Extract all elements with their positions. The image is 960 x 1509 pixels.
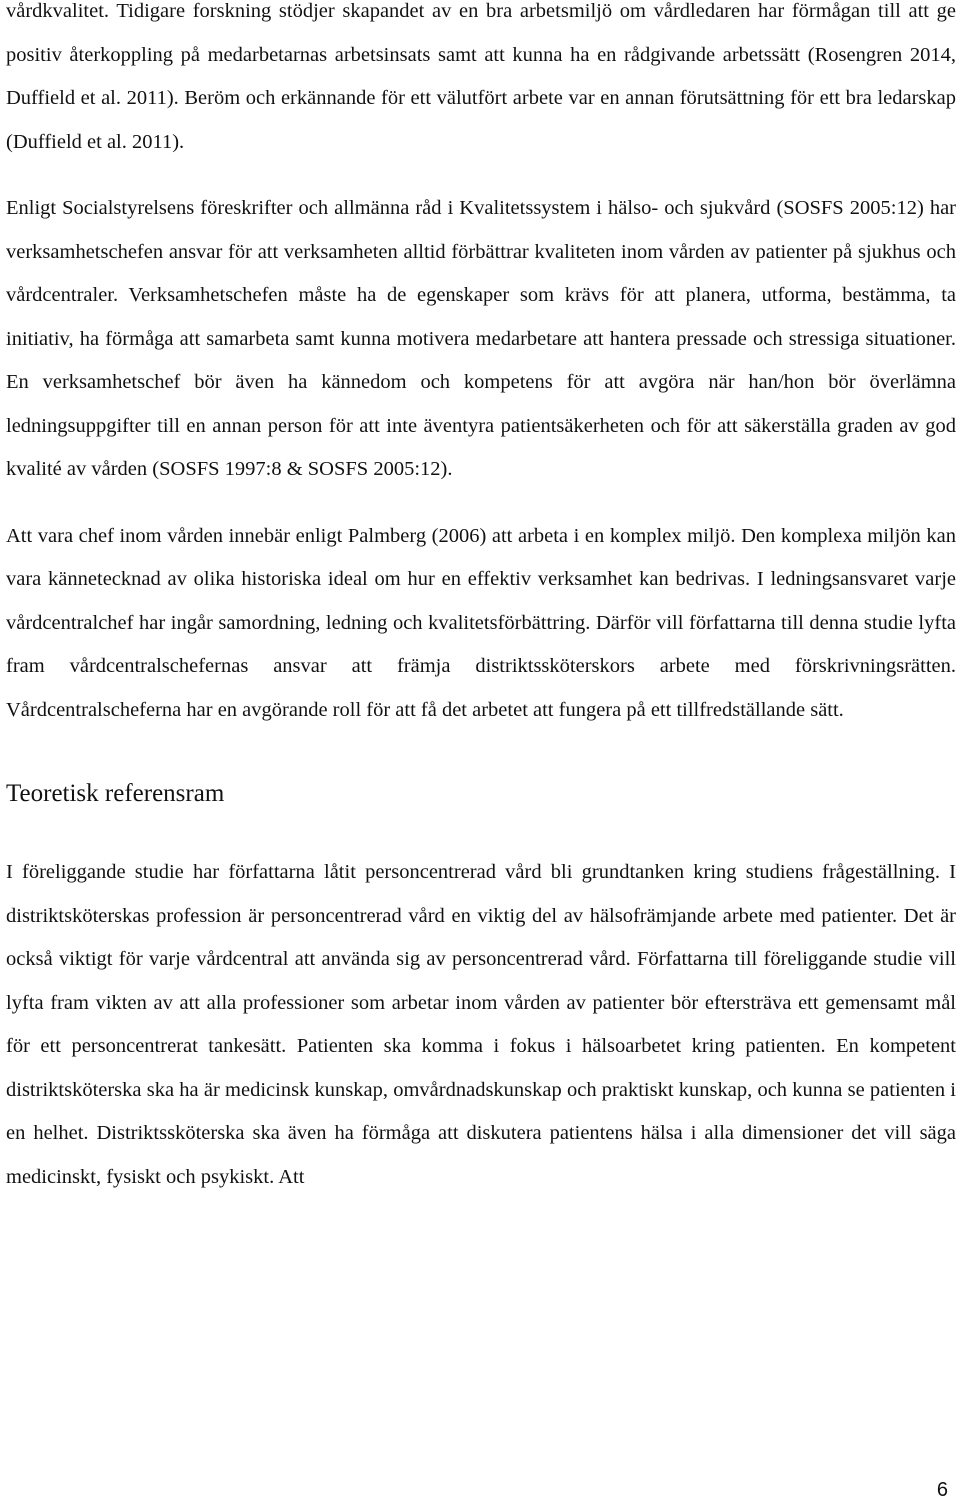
page-number: 6 [936, 1479, 948, 1501]
body-paragraph-3: Att vara chef inom vården innebär enligt Palmberg (2006) att arbeta i en komplex miljö. Den komplexa miljön kan vara kännetecknad av olika historiska ideal om hur en effektiv verksamhet kan bedrivas. I ledningsansvaret varje vårdcentralchef har ingår samordning, ledning och kvalitetsförbättring. Därför vill författarna till denna studie lyfta fram vårdcentralschefernas ansvar att främja distriktssköterskors arbete med förskrivningsrätten. Vårdcentralscheferna har en avgörande roll för att få det arbetet att fungera på ett tillfredställande sätt. [6, 524, 956, 721]
section-heading: Teoretisk referensram [6, 780, 225, 807]
document-page [6, 0, 956, 1199]
section-paragraph: I föreliggande studie har författarna låtit personcentrerad vård bli grundtanken kring studiens frågeställning. I distriktsköterskas profession är personcentrerad vård en viktig del av hälsofrämjande arbete med patienter. Det är också viktigt för varje vårdcentral att använda sig av personcentrerad vård. Författarna till föreliggande studie vill lyfta fram vikten av att alla professioner som arbetar inom vården av patienter bör eftersträva ett gemensamt mål för ett personcentrerat tankesätt. Patienten ska komma i fokus i hälsoarbetet kring patienten. En kompetent distriktsköterska ska ha är medicinsk kunskap, omvårdnadskunskap och praktiskt kunskap, och kunna se patienten i en helhet. Distriktssköterska ska även ha förmåga att diskutera patientens hälsa i alla dimensioner det vill säga medicinskt, fysiskt och psykiskt. Att [6, 861, 956, 1188]
body-paragraph-2: Enligt Socialstyrelsens föreskrifter och allmänna råd i Kvalitetssystem i hälso- och sjukvård (SOSFS 2005:12) har verksamhetschefen ansvar för att verksamheten alltid förbättrar kvaliteten inom vården av patienter på sjukhus och vårdcentraler. Verksamhetschefen måste ha de egenskaper som krävs för att planera, utforma, bestämma, ta initiativ, ha förmåga att samarbeta samt kunna motivera medarbetare att hantera pressade och stressiga situationer. En verksamhetschef bör även ha kännedom och kompetens för att avgöra när han/hon bör överlämna ledningsuppgifter till en annan person för att inte äventyra patientsäkerheten och för att säkerställa graden av god kvalité av vården (SOSFS 1997:8 & SOSFS 2005:12). [6, 197, 956, 480]
body-paragraph-1: vårdkvalitet. Tidigare forskning stödjer skapandet av en bra arbetsmiljö om vårdledaren har förmågan till att ge positiv återkoppling på medarbetarnas arbetsinsats samt att kunna ha en rådgivande arbetssätt (Rosengren 2014, Duffield et al. 2011). Beröm och erkännande för ett välutfört arbete var en annan förutsättning för ett bra ledarskap (Duffield et al. 2011). [6, 0, 956, 153]
